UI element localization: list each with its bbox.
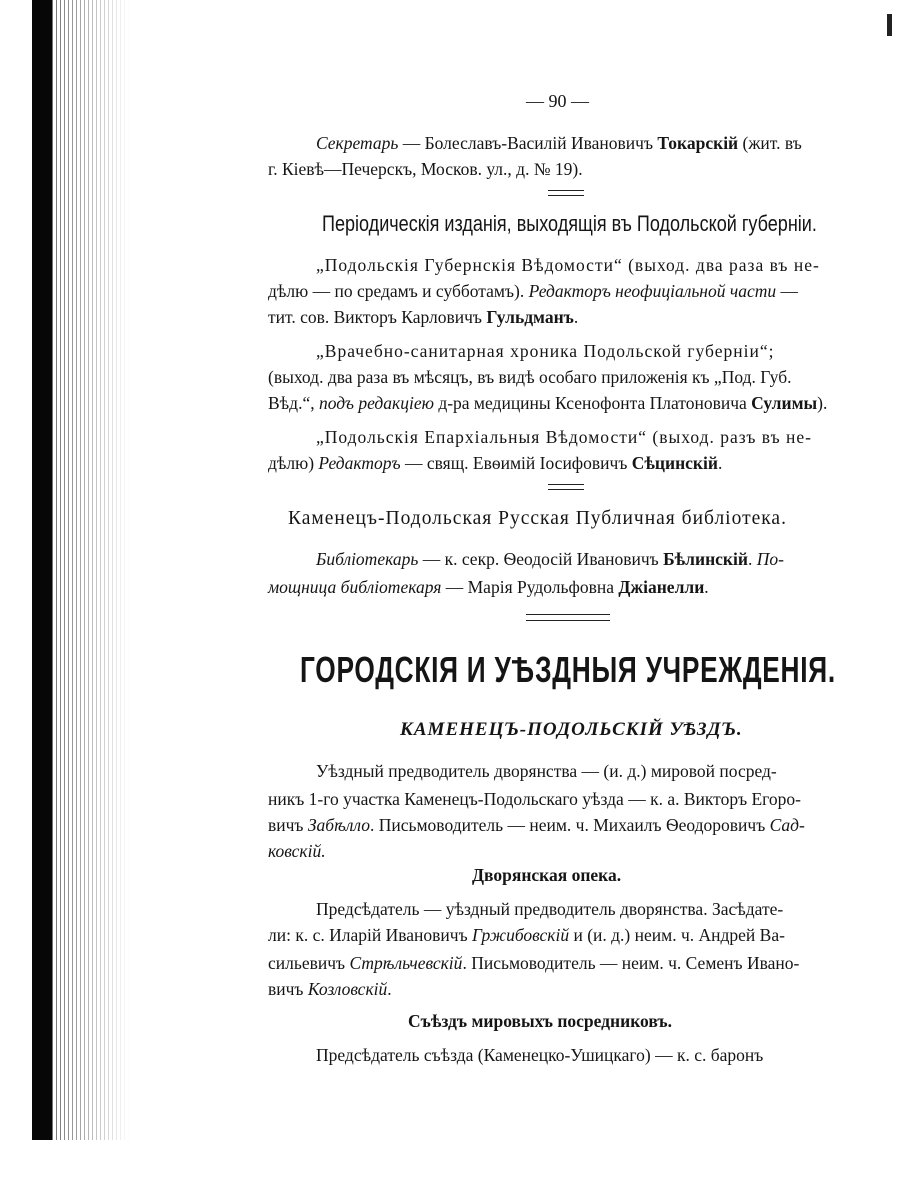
periodicals-p1-line3	[268, 306, 578, 328]
text-span: .	[704, 577, 709, 597]
librarian-name: Бѣлинскій	[663, 549, 748, 569]
person-name: Сад-	[769, 815, 805, 835]
text-span: . Письмоводитель — неим. ч. Семенъ Ивано-	[462, 953, 800, 973]
scan-corner-mark	[887, 14, 892, 36]
opeka-line-1: Предсѣдатель — уѣздный предводитель дворянства. Засѣдате-	[316, 899, 784, 919]
assistant-label: мощница библіотекаря	[268, 577, 442, 597]
text-span: дѣлю)	[268, 453, 319, 473]
text-span: Вѣд.“,	[268, 393, 319, 413]
periodicals-p2-line3	[268, 392, 827, 414]
text-span: д-ра медицины Ксенофонта Платоновича	[433, 393, 752, 413]
text-span: сильевичъ	[268, 953, 350, 973]
opeka-heading: Дворянская опека.	[472, 865, 622, 885]
secretary-line-2: г. Кіевѣ—Печерскъ, Москов. ул., д. № 19).	[268, 159, 583, 179]
text-span: .	[747, 549, 757, 569]
periodicals-p3-line1: „Подольскія Епархіальныя Вѣдомости“ (выход. разъ въ не-	[316, 427, 812, 447]
secretary-label: Секретарь	[316, 133, 399, 153]
text-span: тит. сов. Викторъ Карловичъ	[268, 307, 487, 327]
editor-label: подъ редакціею	[318, 393, 434, 413]
section-divider	[548, 484, 584, 490]
text-span: ).	[817, 393, 828, 413]
secretary-name: Токарскій	[657, 133, 739, 153]
uezd-p1-line4: ковскій.	[268, 841, 326, 861]
text-span: . Письмоводитель — неим. ч. Михаилъ Ѳеодоровичъ	[369, 815, 770, 835]
person-name: Гржибовскій	[472, 925, 570, 945]
editor-name: Гульдманъ	[486, 307, 574, 327]
assistant-name: Джіанелли	[618, 577, 705, 597]
uezd-p1-line1: Уѣздный предводитель дворянства — (и. д.) мировой посред-	[316, 761, 777, 781]
assistant-label-start: По-	[756, 549, 784, 569]
editor-name: Сулимы	[751, 393, 818, 413]
secretary-text: — Болеславъ-Василій Ивановичъ	[398, 133, 658, 153]
text-span: —	[776, 281, 798, 301]
library-line-2	[268, 576, 709, 598]
sezd-heading: Съѣздъ мировыхъ посредниковъ.	[408, 1011, 672, 1031]
uezd-heading: КАМЕНЕЦЪ-ПОДОЛЬСКІЙ УѢЗДЪ.	[400, 719, 743, 740]
uezd-p1-line3	[268, 814, 805, 836]
sezd-line-1: Предсѣдатель съѣзда (Каменецко-Ушицкаго) — к. с. баронъ	[316, 1045, 764, 1065]
text-span: .	[387, 979, 392, 999]
page-number: — 90 —	[526, 91, 589, 111]
book-binding-shadow	[32, 0, 52, 1140]
secretary-tail: (жит. въ	[738, 133, 802, 153]
periodicals-p1-line1: „Подольскія Губернскія Вѣдомости“ (выход. два раза въ не-	[316, 255, 820, 275]
opeka-line-4	[268, 978, 392, 1000]
library-line-1	[316, 548, 784, 570]
section-divider-bottom	[526, 620, 610, 621]
text-span: дѣлю — по средамъ и субботамъ).	[268, 281, 529, 301]
text-span: вичъ	[268, 815, 308, 835]
text-span: ли: к. с. Иларій Ивановичъ	[268, 925, 473, 945]
section-divider	[548, 190, 584, 196]
person-name: Козловскій	[307, 979, 388, 999]
main-section-title: ГОРОДСКІЯ И УѢЗДНЫЯ УЧРЕЖДЕНІЯ.	[300, 649, 836, 690]
text-span: .	[573, 307, 579, 327]
text-span: .	[717, 453, 723, 473]
secretary-line-1	[316, 132, 864, 154]
text-span: — свящ. Евѳимій Іосифовичъ	[400, 453, 632, 473]
periodicals-p1-line2	[268, 280, 798, 302]
text-span: вичъ	[268, 979, 308, 999]
periodicals-p2-line2: (выход. два раза въ мѣсяцъ, въ видѣ особаго приложенія къ „Под. Губ.	[268, 367, 792, 387]
periodicals-p2-line1: „Врачебно-санитарная хроника Подольской губерніи“;	[316, 341, 775, 361]
editor-name: Сѣцинскій	[631, 453, 718, 473]
person-name: Забѣлло	[307, 815, 370, 835]
periodicals-p3-line2	[268, 452, 722, 474]
person-name: Стрѣльчевскій	[349, 953, 463, 973]
uezd-p1-line2: никъ 1-го участка Каменецъ-Подольскаго уѣзда — к. а. Викторъ Егоро-	[268, 789, 801, 809]
editor-label: Редакторъ	[318, 453, 401, 473]
opeka-line-3	[268, 952, 799, 974]
periodicals-heading: Періодическія изданія, выходящія въ Подольской губерніи.	[322, 211, 817, 236]
opeka-line-2	[268, 924, 785, 946]
text-span: и (и. д.) неим. ч. Андрей Ва-	[569, 925, 785, 945]
library-heading: Каменецъ-Подольская Русская Публичная библіотека.	[288, 508, 787, 529]
editor-label: Редакторъ неофиціальной части	[528, 281, 777, 301]
text-span: — к. секр. Ѳеодосій Ивановичъ	[418, 549, 664, 569]
librarian-label: Библіотекарь	[316, 549, 419, 569]
page-gutter-texture	[52, 0, 130, 1140]
section-divider-top	[526, 614, 610, 615]
text-span: — Марія Рудольфовна	[441, 577, 619, 597]
